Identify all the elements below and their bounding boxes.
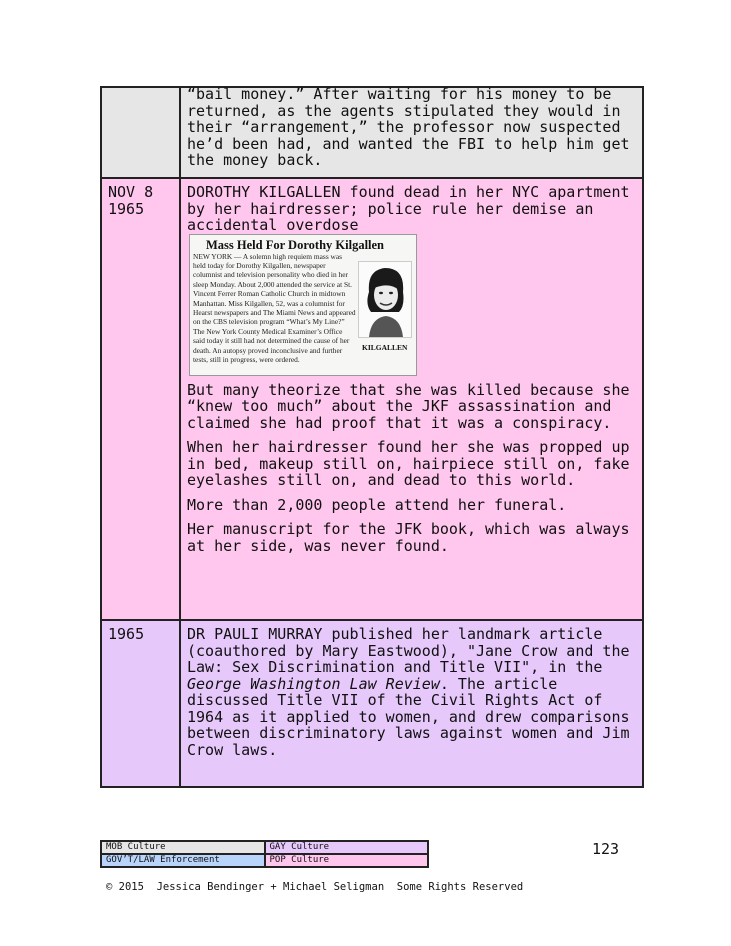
entry-cell: [180, 87, 643, 178]
legend-gay-culture: GAY Culture: [265, 841, 429, 854]
date-cell: [101, 178, 180, 620]
entry-paragraph: [187, 626, 636, 758]
clipping-body: NEW YORK — A solemn high requiem mass was held today for Dorothy Kilgallen, newspaper columnist and television personality who died in her sleep Monday. About 2,000 attended the service at St. Vincent Ferrer Roman Catholic Church in midtown Manhattan. Miss Kilgallen, 52, was a columnist for Hearst newspapers and The Miami News and appeared on the CBS television program “What’s My Line?” The New York County Medical Examiner’s Office said today it still had not determined the cause of her death. An autopsy proved inconclusive and further tests, still in progress, were ordered.: [193, 251, 356, 364]
entry-text-before: DR PAULI MURRAY published her landmark article (coauthored by Mary Eastwood), "Jane Crow and the Law: Sex Discrimination and Title VII", in the: [187, 625, 630, 676]
page-number: 123: [592, 840, 620, 858]
timeline-table: [100, 86, 644, 788]
timeline-row-gay: [101, 620, 643, 787]
category-legend: [100, 840, 429, 868]
entry-text-after: . The article discussed Title VII of the Civil Rights Act of 1964 as it applied to women, and drew comparisons between discriminatory laws against women and Jim Crow laws.: [187, 674, 630, 759]
date-text: [102, 88, 179, 93]
journal-title: George Washington Law Review: [187, 674, 440, 693]
entry-headline: DOROTHY KILGALLEN found dead in her NYC apartment by her hairdresser; police rule her demise an accidental overdose: [187, 183, 630, 234]
portrait-photo: [358, 261, 412, 338]
entry-paragraph: Her manuscript for the JFK book, which was always at her side, was never found.: [187, 520, 630, 555]
entry-cell: [180, 178, 643, 620]
date-cell: [101, 87, 180, 178]
copyright-notice: © 2015 Jessica Bendinger + Michael Seligman Some Rights Reserved: [106, 881, 524, 893]
timeline-row-pop: [101, 178, 643, 620]
date-cell: [101, 620, 180, 787]
legend-govt-law-enforcement: GOV’T/LAW Enforcement: [101, 854, 265, 867]
entry-cell: [180, 620, 643, 787]
legend-mob-culture: MOB Culture: [101, 841, 265, 854]
entry-paragraph: When her hairdresser found her she was propped up in bed, makeup still on, hairpiece still on, fake eyelashes still on, and dead to this world.: [187, 438, 630, 489]
clipping-caption: KILGALLEN: [362, 342, 408, 352]
date-text: 1965: [108, 625, 145, 643]
entry-paragraph: More than 2,000 people attend her funeral.: [187, 495, 567, 514]
legend-pop-culture: POP Culture: [265, 854, 429, 867]
clipping-headline: Mass Held For Dorothy Kilgallen: [206, 237, 385, 252]
entry-paragraph: “bail money.” After waiting for his money to be returned, as the agents stipulated they would in their “arrangement,” the professor now suspected he’d been had, and wanted the FBI to help him get the money back.: [187, 85, 630, 169]
timeline-row-mob: [101, 87, 643, 178]
date-text: NOV 8 1965: [108, 183, 154, 218]
entry-paragraph: But many theorize that she was killed because she “knew too much” about the JKF assassination and claimed she had proof that it was a conspiracy.: [187, 380, 630, 432]
newspaper-clipping: [189, 234, 417, 376]
